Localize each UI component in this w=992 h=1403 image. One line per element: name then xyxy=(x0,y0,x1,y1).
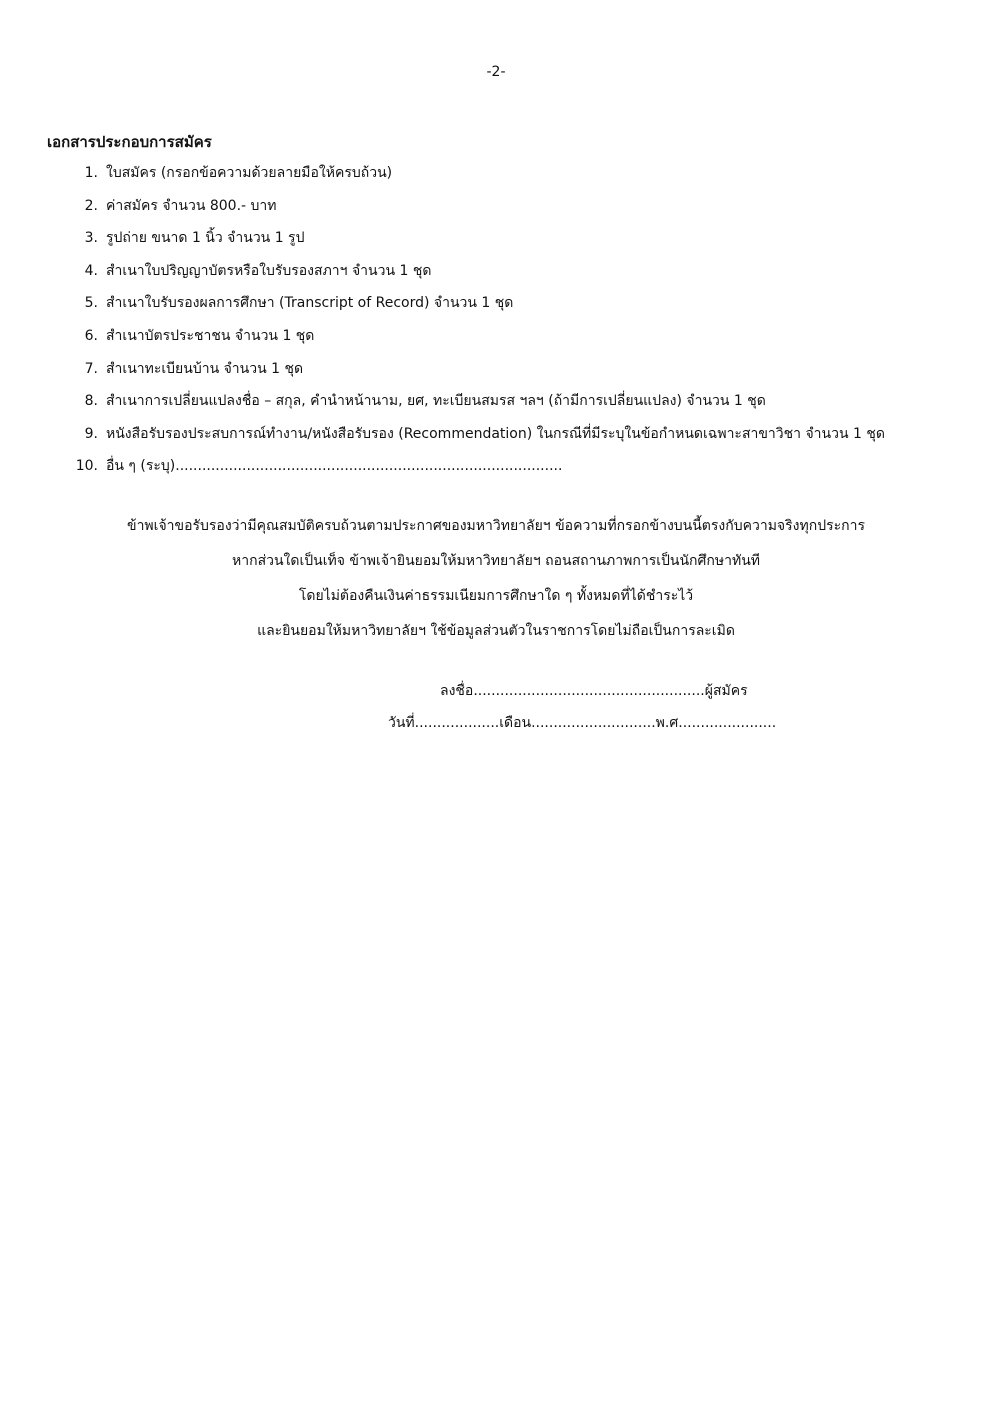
list-item xyxy=(72,290,972,323)
list-item-text: สำเนาบัตรประชาชน จำนวน 1 ชุด xyxy=(106,327,315,344)
list-item-text: สำเนาทะเบียนบ้าน จำนวน 1 ชุด xyxy=(106,360,304,377)
list-item xyxy=(72,323,972,356)
declaration-line: และยินยอมให้มหาวิทยาลัยฯ ใช้ข้อมูลส่วนตัวในราชการโดยไม่ถือเป็นการละเมิด xyxy=(257,623,735,639)
section-heading: เอกสารประกอบการสมัคร xyxy=(47,133,212,151)
list-item xyxy=(72,356,972,389)
list-item-text: ค่าสมัคร จำนวน 800.- บาท xyxy=(106,197,277,214)
list-item-text: อื่น ๆ (ระบุ)....................................................................................... xyxy=(106,458,563,475)
list-item xyxy=(72,193,972,226)
list-item-text: รูปถ่าย ขนาด 1 นิ้ว จำนวน 1 รูป xyxy=(106,230,305,247)
list-item-number: 9. xyxy=(84,425,98,442)
list-item-number: 3. xyxy=(84,230,98,247)
signature-line: ลงชื่อ....................................................ผู้สมัคร xyxy=(440,683,748,699)
declaration-line: ข้าพเจ้าขอรับรองว่ามีคุณสมบัติครบถ้วนตามประกาศของมหาวิทยาลัยฯ ข้อความที่กรอกข้างบนนี้ตรงกับความจริงทุกประการ xyxy=(127,518,865,534)
list-item-text: สำเนาการเปลี่ยนแปลงชื่อ – สกุล, คำนำหน้านาม, ยศ, ทะเบียนสมรส ฯลฯ (ถ้ามีการเปลี่ยนแปลง) จำนวน 1 ชุด xyxy=(106,393,766,410)
list-item-number: 10. xyxy=(75,458,98,475)
date-line: วันที่...................เดือน............................พ.ศ...................... xyxy=(388,715,777,731)
list-item-number: 7. xyxy=(84,360,98,377)
list-item-number: 4. xyxy=(84,262,98,279)
list-item-text: สำเนาใบรับรองผลการศึกษา (Transcript of Record) จำนวน 1 ชุด xyxy=(106,295,514,312)
list-item xyxy=(72,421,972,454)
list-item xyxy=(72,160,972,193)
list-item-number: 1. xyxy=(84,165,98,181)
list-item-number: 2. xyxy=(84,197,98,214)
list-item xyxy=(72,388,972,421)
declaration-line: หากส่วนใดเป็นเท็จ ข้าพเจ้ายินยอมให้มหาวิทยาลัยฯ ถอนสถานภาพการเป็นนักศึกษาทันที xyxy=(232,553,760,569)
list-item xyxy=(72,258,972,291)
required-documents-list xyxy=(72,160,972,486)
list-item-number: 5. xyxy=(84,295,98,312)
declaration-paragraph xyxy=(40,513,952,653)
list-item xyxy=(72,453,972,486)
list-item-number: 8. xyxy=(84,393,98,410)
list-item-text: หนังสือรับรองประสบการณ์ทำงาน/หนังสือรับรอง (Recommendation) ในกรณีที่มีระบุในข้อกำหนดเฉพาะสาขาวิชา จำนวน 1 ชุด xyxy=(106,425,885,442)
list-item-text: สำเนาใบปริญญาบัตรหรือใบรับรองสภาฯ จำนวน 1 ชุด xyxy=(106,262,432,279)
declaration-line: โดยไม่ต้องคืนเงินค่าธรรมเนียมการศึกษาใด ๆ ทั้งหมดที่ได้ชำระไว้ xyxy=(298,588,694,604)
list-item-number: 6. xyxy=(84,327,98,344)
list-item xyxy=(72,225,972,258)
list-item-text: ใบสมัคร (กรอกข้อความด้วยลายมือให้ครบถ้วน) xyxy=(106,165,393,181)
page-number: -2- xyxy=(486,64,506,80)
